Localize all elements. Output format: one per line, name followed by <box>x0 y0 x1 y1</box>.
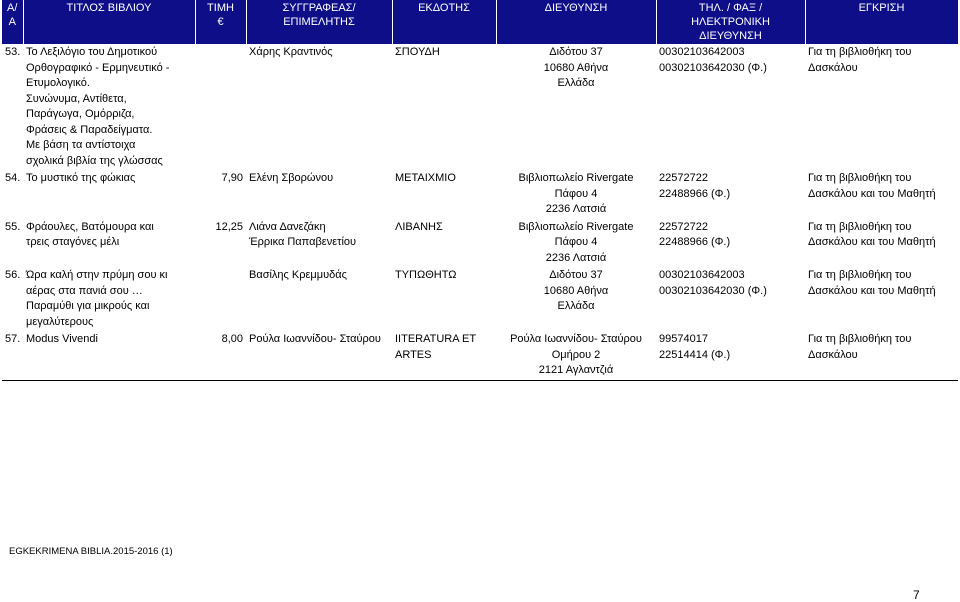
book-title-line: Με βάση τα αντίστοιχα <box>26 139 136 151</box>
publisher-address-line: Πάφου 4 <box>554 187 598 200</box>
publisher-phone-line: 22488966 (Φ.) <box>659 236 731 248</box>
book-price-cell <box>195 170 246 219</box>
publisher-address-line: Διδότου 37 <box>549 269 603 281</box>
row-number-cell <box>2 219 23 268</box>
book-title-cell <box>23 170 195 219</box>
publisher-phone-cell <box>656 219 805 268</box>
book-publisher-line: ΤΥΠΩΘΗΤΩ <box>395 269 457 281</box>
header-row <box>2 0 958 44</box>
approval-note-line: Για τη βιβλιοθήκη του <box>808 220 912 233</box>
publisher-phone-line: 99574017 <box>659 333 708 345</box>
book-title-line: Ετυμολογικό. <box>26 77 90 89</box>
book-title-line: Ορθογραφικό - Ερμηνευτικό - <box>26 61 170 74</box>
book-author-cell <box>246 267 392 331</box>
publisher-address-line: Διδότου 37 <box>549 46 603 58</box>
book-publisher-cell <box>392 44 496 170</box>
publisher-address-line: 10680 Αθήνα <box>543 284 609 297</box>
publisher-address-line: Βιβλιοπωλείο Rivergate <box>518 220 634 233</box>
row-number: 53. <box>5 46 21 58</box>
publisher-phone-cell <box>656 267 805 331</box>
approval-note-cell <box>805 44 958 170</box>
approval-note-cell <box>805 170 958 219</box>
approval-note-line: Για τη βιβλιοθήκη του <box>808 269 912 281</box>
book-price-cell <box>195 331 246 380</box>
row-number-cell <box>2 44 23 170</box>
publisher-address-line: Πάφου 4 <box>554 236 598 248</box>
book-title-line: σχολικά βιβλία της γλώσσας <box>26 154 163 167</box>
row-number: 54. <box>5 172 21 184</box>
book-author-cell <box>246 331 392 380</box>
publisher-address-cell <box>496 331 656 380</box>
publisher-address-cell <box>496 219 656 268</box>
book-title-line: Παράγωγα, Ομόρριζα, <box>26 108 135 120</box>
book-title-line: Το μυστικό της φώκιας <box>26 172 136 184</box>
header-price: ΤΙΜΗ € <box>195 0 246 44</box>
publisher-address-line: Βιβλιοπωλείο Rivergate <box>518 172 634 184</box>
book-title-line: μεγαλύτερους <box>26 315 94 328</box>
book-price-cell <box>195 267 246 331</box>
publisher-address-line: 10680 Αθήνα <box>543 61 609 74</box>
book-publisher-line: ARTES <box>395 348 432 361</box>
book-title-line: Φράσεις & Παραδείγματα. <box>26 123 153 136</box>
row-number: 55. <box>5 220 21 233</box>
publisher-address-line: 2121 Αγλαντζιά <box>538 364 614 376</box>
approval-note-line: Για τη βιβλιοθήκη του <box>808 172 912 184</box>
table-row <box>2 219 958 268</box>
book-publisher-cell <box>392 267 496 331</box>
book-author-cell <box>246 44 392 170</box>
book-author-cell <box>246 170 392 219</box>
publisher-address-line: Ρούλα Ιωαννίδου- Σταύρου <box>510 333 642 345</box>
publisher-address-line: Ομήρου 2 <box>551 348 601 361</box>
book-title-cell <box>23 44 195 170</box>
book-publisher-cell <box>392 331 496 380</box>
row-number-cell <box>2 267 23 331</box>
table-row <box>2 44 958 170</box>
publisher-address-cell <box>496 170 656 219</box>
publisher-address-cell <box>496 267 656 331</box>
header-aa: Α/Α <box>2 0 23 44</box>
book-price-cell <box>195 219 246 268</box>
book-author-line: Έρρικα Παπαβενετίου <box>249 236 357 248</box>
book-title-cell <box>23 267 195 331</box>
book-publisher-line: IITERATURA ET <box>395 333 477 345</box>
book-title-cell <box>23 331 195 380</box>
publisher-phone-line: 22572722 <box>659 220 708 233</box>
publisher-address-line: Ελλάδα <box>557 300 595 312</box>
approval-note-line: Για τη βιβλιοθήκη του <box>808 333 912 345</box>
publisher-phone-line: 00302103642030 (Φ.) <box>659 284 767 297</box>
approval-note-line: Για τη βιβλιοθήκη του <box>808 46 912 58</box>
row-number: 56. <box>5 269 21 281</box>
publisher-phone-line: 00302103642003 <box>659 269 745 281</box>
publisher-phone-cell <box>656 170 805 219</box>
book-publisher-line: ΣΠΟΥΔΗ <box>395 46 440 58</box>
book-publisher-cell <box>392 170 496 219</box>
publisher-address-line: 2236 Λατσιά <box>545 203 607 215</box>
approval-note-line: Δασκάλου και του Μαθητή <box>808 187 936 200</box>
book-title-line: Συνώνυμα, Αντίθετα, <box>26 92 127 105</box>
publisher-address-line: 2236 Λατσιά <box>545 251 607 264</box>
publisher-address-cell <box>496 44 656 170</box>
publisher-phone-line: 00302103642003 <box>659 46 745 58</box>
book-publisher-line: ΛΙΒΑΝΗΣ <box>395 220 443 233</box>
approval-note-cell <box>805 219 958 268</box>
book-title-line: αέρας στα πανιά σου … <box>26 284 143 297</box>
row-number: 57. <box>5 333 21 345</box>
table-row <box>2 267 958 331</box>
footer-filename: EGKEKRIMENA BIBLIA.2015-2016 (1) <box>9 546 173 557</box>
book-author-cell <box>246 219 392 268</box>
book-title-cell <box>23 219 195 268</box>
header-author: ΣΥΓΓΡΑΦΕΑΣ/ ΕΠΙΜΕΛΗΤΗΣ <box>246 0 392 44</box>
publisher-phone-cell <box>656 44 805 170</box>
publisher-phone-line: 22514414 (Φ.) <box>659 348 731 361</box>
row-number-cell <box>2 170 23 219</box>
book-author-line: Ελένη Σβορώνου <box>249 172 334 184</box>
book-author-line: Χάρης Κραντινός <box>249 46 333 58</box>
header-title: ΤΙΤΛΟΣ ΒΙΒΛΙΟΥ <box>23 0 195 44</box>
header-phone: ΤΗΛ. / ΦΑΞ / ΗΛΕΚΤΡΟΝΙΚΗ ΔΙΕΥΘΥΝΣΗ <box>656 0 805 44</box>
header-publisher: ΕΚΔΟΤΗΣ <box>392 0 496 44</box>
table-row <box>2 170 958 219</box>
publisher-phone-line: 22572722 <box>659 172 708 184</box>
book-title-line: Φράουλες, Βατόμουρα και <box>26 220 154 233</box>
book-price-cell <box>195 44 246 170</box>
approval-note-line: Δασκάλου και του Μαθητή <box>808 284 936 297</box>
book-title-line: τρεις σταγόνες μέλι <box>26 236 120 248</box>
publisher-phone-line: 22488966 (Φ.) <box>659 187 731 200</box>
book-author-line: Λιάνα Δανεζάκη <box>249 220 326 233</box>
approval-note-cell <box>805 267 958 331</box>
book-author-line: Ρούλα Ιωαννίδου- Σταύρου <box>249 333 381 345</box>
publisher-address-line: Ελλάδα <box>557 77 595 89</box>
approval-note-line: Δασκάλου και του Μαθητή <box>808 236 936 248</box>
page-number: 7 <box>913 588 920 602</box>
row-number-cell <box>2 331 23 380</box>
approval-note-cell <box>805 331 958 380</box>
header-approval: ΕΓΚΡΙΣΗ <box>805 0 958 44</box>
book-author-line: Βασίλης Κρεμμυδάς <box>249 269 347 281</box>
publisher-phone-line: 00302103642030 (Φ.) <box>659 61 767 74</box>
book-title-line: Το Λεξιλόγιο του Δημοτικού <box>26 46 158 58</box>
table-row <box>2 331 958 380</box>
approval-note-line: Δασκάλου <box>808 61 858 74</box>
book-price: 12,25 <box>215 220 243 233</box>
book-title-line: Ώρα καλή στην πρύμη σου κι <box>26 269 168 281</box>
book-publisher-line: ΜΕΤΑΙΧΜΙΟ <box>395 172 456 184</box>
book-price: 7,90 <box>221 172 243 184</box>
books-table <box>2 0 959 381</box>
book-title-line: Παραμύθι για μικρούς και <box>26 300 150 312</box>
header-address: ΔΙΕΥΘΥΝΣΗ <box>496 0 656 44</box>
table-body <box>2 44 958 380</box>
approval-note-line: Δασκάλου <box>808 348 858 361</box>
book-publisher-cell <box>392 219 496 268</box>
publisher-phone-cell <box>656 331 805 380</box>
book-title-line: Modus Vivendi <box>26 333 98 345</box>
book-price: 8,00 <box>221 333 243 345</box>
